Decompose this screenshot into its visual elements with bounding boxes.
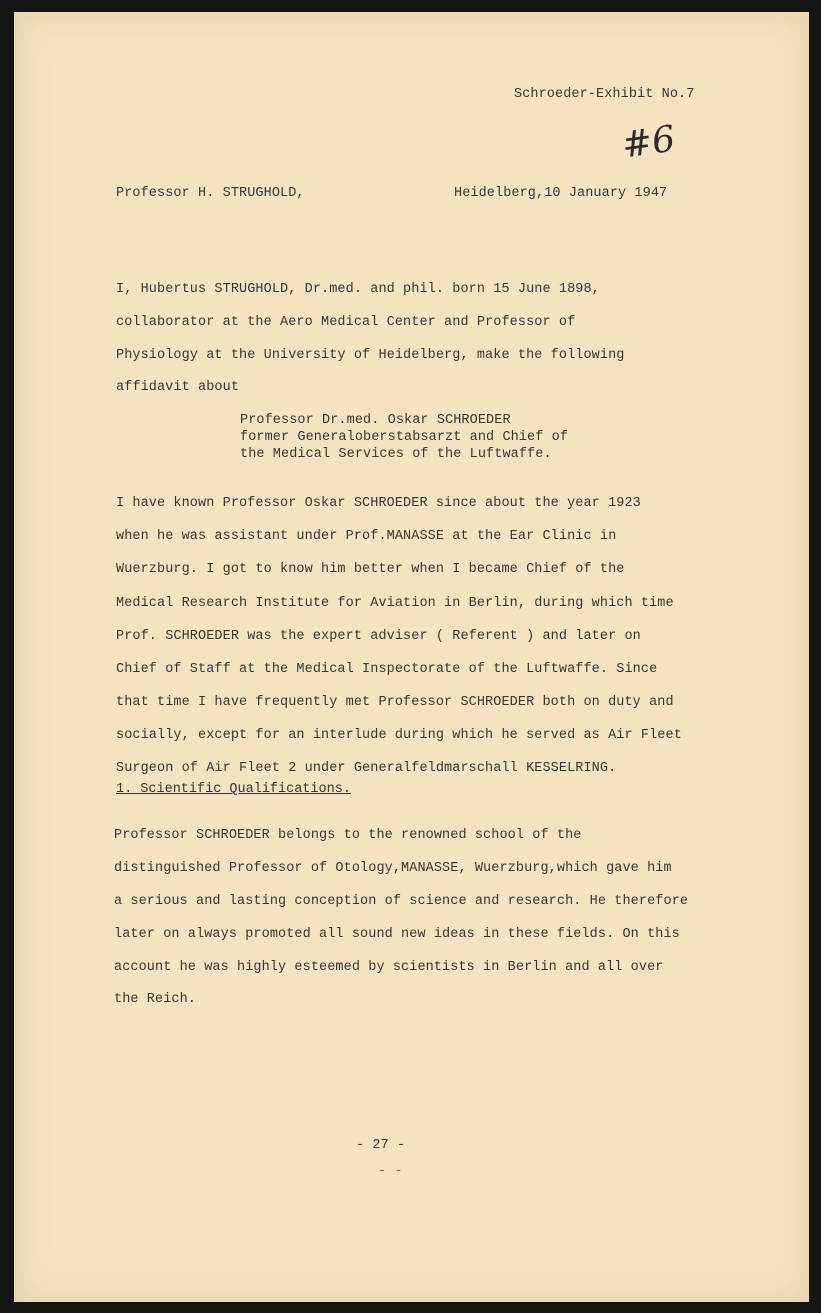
body-line: socially, except for an interlude during which he served as Air Fleet xyxy=(116,728,682,743)
section-line: distinguished Professor of Otology,MANASSE, Wuerzburg,which gave him xyxy=(114,861,672,876)
body-line: I have known Professor Oskar SCHROEDER since about the year 1923 xyxy=(116,496,641,511)
section-line: the Reich. xyxy=(114,992,197,1007)
page-mark: - - xyxy=(378,1164,403,1179)
place-date-line: Heidelberg,10 January 1947 xyxy=(454,186,668,201)
intro-line: I, Hubertus STRUGHOLD, Dr.med. and phil. born 15 June 1898, xyxy=(116,282,600,297)
section-line: Professor SCHROEDER belongs to the renowned school of the xyxy=(114,828,582,843)
section-line: later on always promoted all sound new ideas in these fields. On this xyxy=(114,927,680,942)
intro-line: collaborator at the Aero Medical Center and Professor of xyxy=(116,315,576,330)
intro-line: affidavit about xyxy=(116,380,240,395)
addressee-line: the Medical Services of the Luftwaffe. xyxy=(240,447,552,462)
body-line: Medical Research Institute for Aviation in Berlin, during which time xyxy=(116,596,674,611)
intro-line: Physiology at the University of Heidelberg, make the following xyxy=(116,348,625,363)
author-line: Professor H. STRUGHOLD, xyxy=(116,186,305,201)
handwritten-number: #6 xyxy=(619,118,678,167)
body-line: Wuerzburg. I got to know him better when I became Chief of the xyxy=(116,562,625,577)
body-line: Surgeon of Air Fleet 2 under Generalfeldmarschall KESSELRING. xyxy=(116,761,617,776)
body-line: that time I have frequently met Professor SCHROEDER both on duty and xyxy=(116,695,674,710)
section-line: account he was highly esteemed by scientists in Berlin and all over xyxy=(114,960,664,975)
addressee-line: former Generaloberstabsarzt and Chief of xyxy=(240,430,569,445)
section-line: a serious and lasting conception of science and research. He therefore xyxy=(114,894,689,909)
page-number: - 27 - xyxy=(356,1138,406,1153)
section-heading: 1. Scientific Qualifications. xyxy=(116,782,351,797)
body-line: Chief of Staff at the Medical Inspectorate of the Luftwaffe. Since xyxy=(116,662,658,677)
body-line: when he was assistant under Prof.MANASSE at the Ear Clinic in xyxy=(116,529,617,544)
exhibit-label: Schroeder-Exhibit No.7 xyxy=(514,87,695,102)
document-page xyxy=(14,12,809,1302)
addressee-line: Professor Dr.med. Oskar SCHROEDER xyxy=(240,413,511,428)
body-line: Prof. SCHROEDER was the expert adviser ( Referent ) and later on xyxy=(116,629,641,644)
